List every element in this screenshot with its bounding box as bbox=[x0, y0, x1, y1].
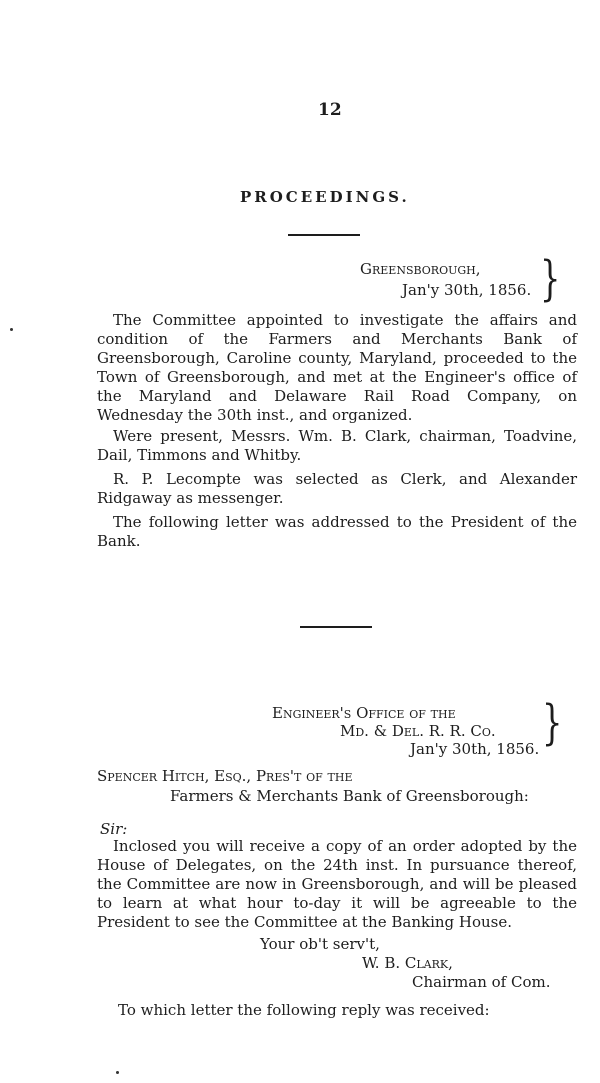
paragraph-committee bbox=[97, 311, 577, 425]
paragraph-letter-intro-text: The following letter was addressed to the President of the Bank. bbox=[97, 513, 577, 550]
paragraph-present-text: Were present, Messrs. Wm. B. Clark, chairman, Toadvine, Dail, Timmons and Whitby. bbox=[97, 427, 577, 464]
paragraph-present bbox=[97, 427, 577, 465]
paragraph-letter-intro bbox=[97, 513, 577, 551]
letter-signature: W. B. Clark, bbox=[362, 954, 453, 972]
paragraph-clerk bbox=[97, 470, 577, 508]
print-speck bbox=[10, 328, 13, 331]
letter-addressee-line2: Farmers & Merchants Bank of Greensborough: bbox=[170, 787, 529, 805]
letter-closing: Your ob't serv't, bbox=[260, 935, 380, 953]
letter-heading-office: Engineer's Office of the bbox=[272, 704, 456, 722]
dateline-place: Greensborough, bbox=[360, 260, 481, 278]
dateline-date: Jan'y 30th, 1856. bbox=[402, 281, 532, 299]
letter-addressee-line1-text: Spencer Hitch, Esq., Pres't of the bbox=[97, 767, 353, 785]
divider-middle bbox=[300, 626, 372, 628]
print-speck bbox=[116, 1071, 119, 1074]
paragraph-committee-text: The Committee appointed to investigate the affairs and condition of the Farmers and Merchants Bank of Greensborough, Caroline county, Maryland, proceeded to the Town of Greensborough, and met at the Engineer's office of the Maryland and Delaware Rail Road Company, on Wednesday the 30th inst., and organized. bbox=[97, 311, 577, 424]
letter-salutation: Sir: bbox=[100, 820, 128, 838]
closing-line: To which letter the following reply was received: bbox=[118, 1001, 490, 1019]
letter-body-text: Inclosed you will receive a copy of an order adopted by the House of Delegates, on the 24th inst. In pursuance thereof, the Committee are now in Greensborough, and will be pleased to learn at what hour to-day it will be agreeable to the President to see the Committee at the Banking House. bbox=[97, 837, 577, 931]
paragraph-clerk-text: R. P. Lecompte was selected as Clerk, and Alexander Ridgaway as messenger. bbox=[97, 470, 577, 507]
page-number: 12 bbox=[318, 100, 342, 120]
divider-top bbox=[288, 234, 360, 236]
letter-heading-date: Jan'y 30th, 1856. bbox=[410, 740, 540, 758]
letter-body bbox=[97, 837, 577, 932]
letter-addressee-line1 bbox=[97, 767, 353, 785]
letter-heading-company: Md. & Del. R. R. Co. bbox=[340, 722, 496, 740]
brace-letter-heading: } bbox=[542, 693, 563, 751]
brace-dateline: } bbox=[540, 249, 561, 307]
section-title: PROCEEDINGS. bbox=[240, 188, 410, 206]
letter-signature-title: Chairman of Com. bbox=[412, 973, 551, 991]
